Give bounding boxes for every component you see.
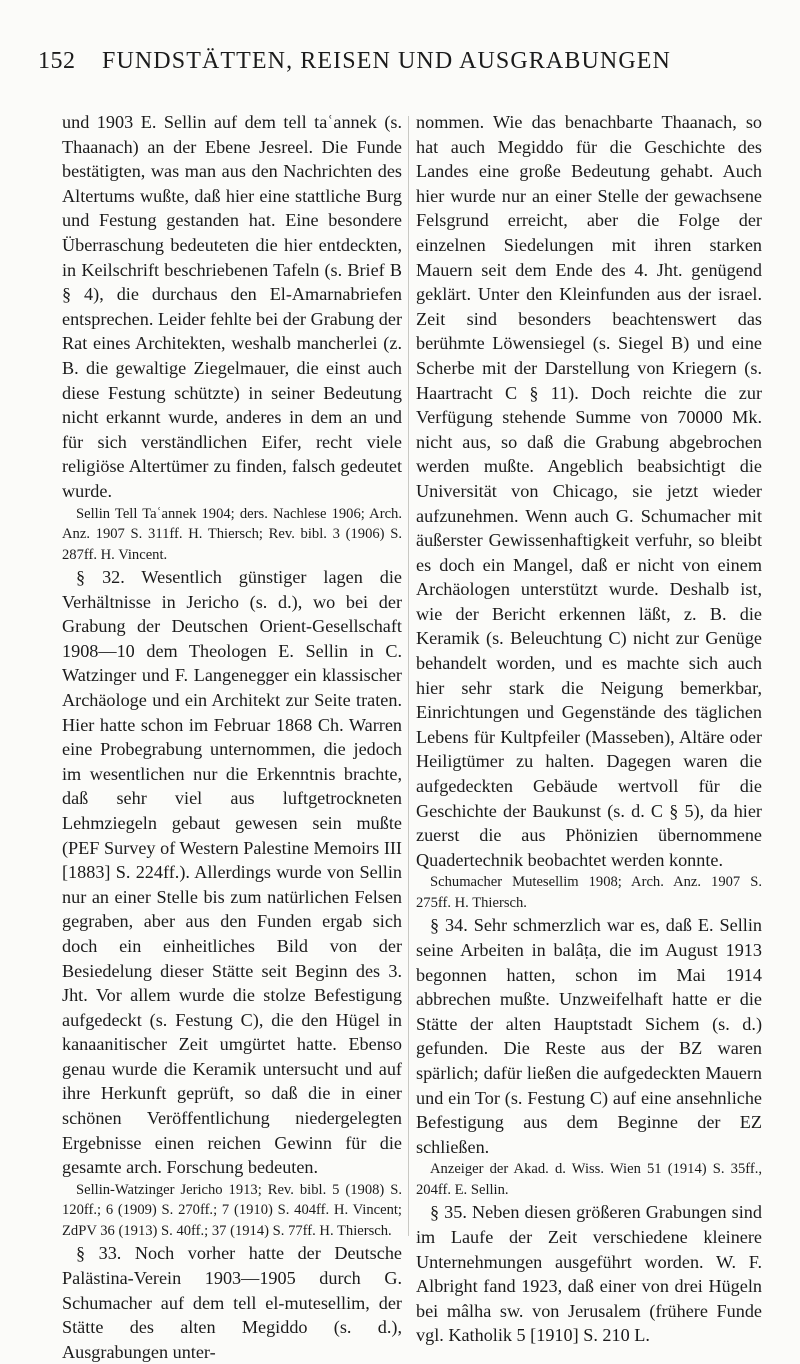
- paragraph-taannek: und 1903 E. Sellin auf dem tell taʿannek (s. Thaanach) an der Ebene Jesreel. Die Funde bestätigten, was man aus den Nachrichten des Altertums wußte, daß hier eine stattliche Burg und Festung gestanden hat. Eine besondere Überraschung bedeuteten die hier entdeckten, in Keilschrift beschriebenen Tafeln (s. Brief B § 4), die durchaus den El-Amarnabriefen entsprechen. Leider fehlte bei der Grabung der Rat eines Architekten, weshalb mancherlei (z. B. die gewaltige Ziegelmauer, die einst auch diese Festung schützte) in seiner Bedeutung nicht erkannt wurde, anderes in dem an und für sich verständlichen Eifer, recht viele religiöse Altertümer zu finden, falsch gedeutet wurde.: [62, 112, 402, 501]
- paragraph-32-jericho: § 32. Wesentlich günstiger lagen die Verhältnisse in Jericho (s. d.), wo bei der Grabung der Deutschen Orient-Gesellschaft 1908—10 dem Theologen E. Sellin in C. Watzinger und F. Langenegger ein klassischer Archäologe und ein Architekt zur Seite traten. Hier hatte schon im Februar 1868 Ch. Warren eine Probegrabung unternommen, die jedoch im wesentlichen nur die Erkenntnis brachte, daß sehr viel aus luftgetrockneten Lehmziegeln gebaut gewesen sein mußte (PEF Survey of Western Palestine Memoirs III [1883] S. 224ff.). Allerdings wurde von Sellin nur an einer Stelle bis zum natürlichen Felsen gegraben, aber aus den Funden ergab sich doch ein einheitliches Bild von der Besiedelung dieser Stätte seit Beginn des 3. Jht. Vor allem wurde die stolze Befestigung aufgedeckt (s. Festung C), die den Hügel in kanaanitischer Zeit umgürtet hatte. Ebenso genau wurde die Keramik untersucht und auf ihre Herkunft geprüft, so daß die in einer schönen Veröffentlichung niedergelegten Ergebnisse einen reichen Gewinn für die gesamte arch. Forschung bedeuten.: [62, 567, 402, 1178]
- right-column: [416, 110, 762, 1346]
- column-divider: [408, 116, 409, 1236]
- reference-mutesellim: Schumacher Mutesellim 1908; Arch. Anz. 1907 S. 275ff. H. Thiersch.: [416, 874, 762, 911]
- reference-jericho: Sellin-Watzinger Jericho 1913; Rev. bibl. 5 (1908) S. 120ff.; 6 (1909) S. 270ff.; 7 (1910) S. 404ff. H. Vincent; ZdPV 36 (1913) S. 40ff.; 37 (1914) S. 77ff. H. Thiersch.: [62, 1181, 402, 1239]
- reference-sichem: Anzeiger der Akad. d. Wiss. Wien 51 (1914) S. 35ff., 204ff. E. Sellin.: [416, 1161, 762, 1198]
- left-column: [62, 110, 402, 1362]
- paragraph-33-megiddo: § 33. Noch vorher hatte der Deutsche Palästina-Verein 1903—1905 durch G. Schumacher auf dem tell el-mutesellim, der Stätte des alten Megiddo (s. d.), Ausgrabungen unter-: [62, 1243, 402, 1362]
- page-number: 152: [38, 48, 76, 74]
- paragraph-megiddo-continued: nommen. Wie das benachbarte Thaanach, so hat auch Megiddo für die Geschichte des Landes eine große Bedeutung gehabt. Auch hier wurde nur an einer Stelle der gewachsene Felsgrund erreicht, aber die Folge der einzelnen Siedelungen mit ihren starken Mauern seit dem Ende des 4. Jht. genügend geklärt. Unter den Kleinfunden aus der israel. Zeit sind besonders beachtenswert das berühmte Löwensiegel (s. Siegel B) und eine Scherbe mit der Darstellung von Kriegern (s. Haartracht C § 11). Doch reichte die zur Verfügung stehende Summe von 70000 Mk. nicht aus, so daß die Grabung abgebrochen werden mußte. Angeblich beabsichtigt die Universität von Chicago, sie jetzt wieder aufzunehmen. Wenn auch G. Schumacher mit äußerster Gewissenhaftigkeit verfuhr, so bleibt es doch ein Mangel, daß er nicht von einem Archäologen unterstützt wurde. Deshalb ist, wie der Bericht erkennen läßt, z. B. die Keramik (s. Beleuchtung C) nicht zur Genüge behandelt worden, und es machte sich auch hier sehr stark die Neigung bemerkbar, Einrichtungen und Gegenstände des täglichen Lebens für Kultpfeiler (Masseben), Altäre oder Heiligtümer zu halten. Dagegen waren die aufgedeckten Gebäude wertvoll für die Geschichte der Baukunst (s. d. C § 5), da hier zuerst die aus Phönizien übernommene Quadertechnik beobachtet werden konnte.: [416, 112, 762, 870]
- paragraph-34-sichem: § 34. Sehr schmerzlich war es, daß E. Sellin seine Arbeiten in balâṭa, die im August 1913 begonnen hatten, schon im Mai 1914 abbrechen mußte. Unzweifelhaft hatte er die Stätte der alten Hauptstadt Sichem (s. d.) gefunden. Die Reste aus der BZ waren spärlich; dafür ließen die aufgedeckten Mauern und ein Tor (s. Festung C) auf eine ansehnliche Befestigung aus dem Beginne der EZ schließen.: [416, 915, 762, 1157]
- reference-taannek: Sellin Tell Taʿannek 1904; ders. Nachlese 1906; Arch. Anz. 1907 S. 311ff. H. Thiersch; Rev. bibl. 3 (1906) S. 287ff. H. Vincent.: [62, 505, 402, 563]
- page-header: [0, 44, 800, 84]
- paragraph-35-kleinere-grabungen: § 35. Neben diesen größeren Grabungen sind im Laufe der Zeit verschiedene kleinere Unternehmungen ausgeführt worden. W. F. Albright fand 1923, daß einer von drei Hügeln bei mâlha sw. von Jerusalem (frühere Funde vgl. Katholik 5 [1910] S. 210 L.: [416, 1202, 762, 1346]
- running-title: FUNDSTÄTTEN, REISEN UND AUSGRABUNGEN: [102, 48, 671, 74]
